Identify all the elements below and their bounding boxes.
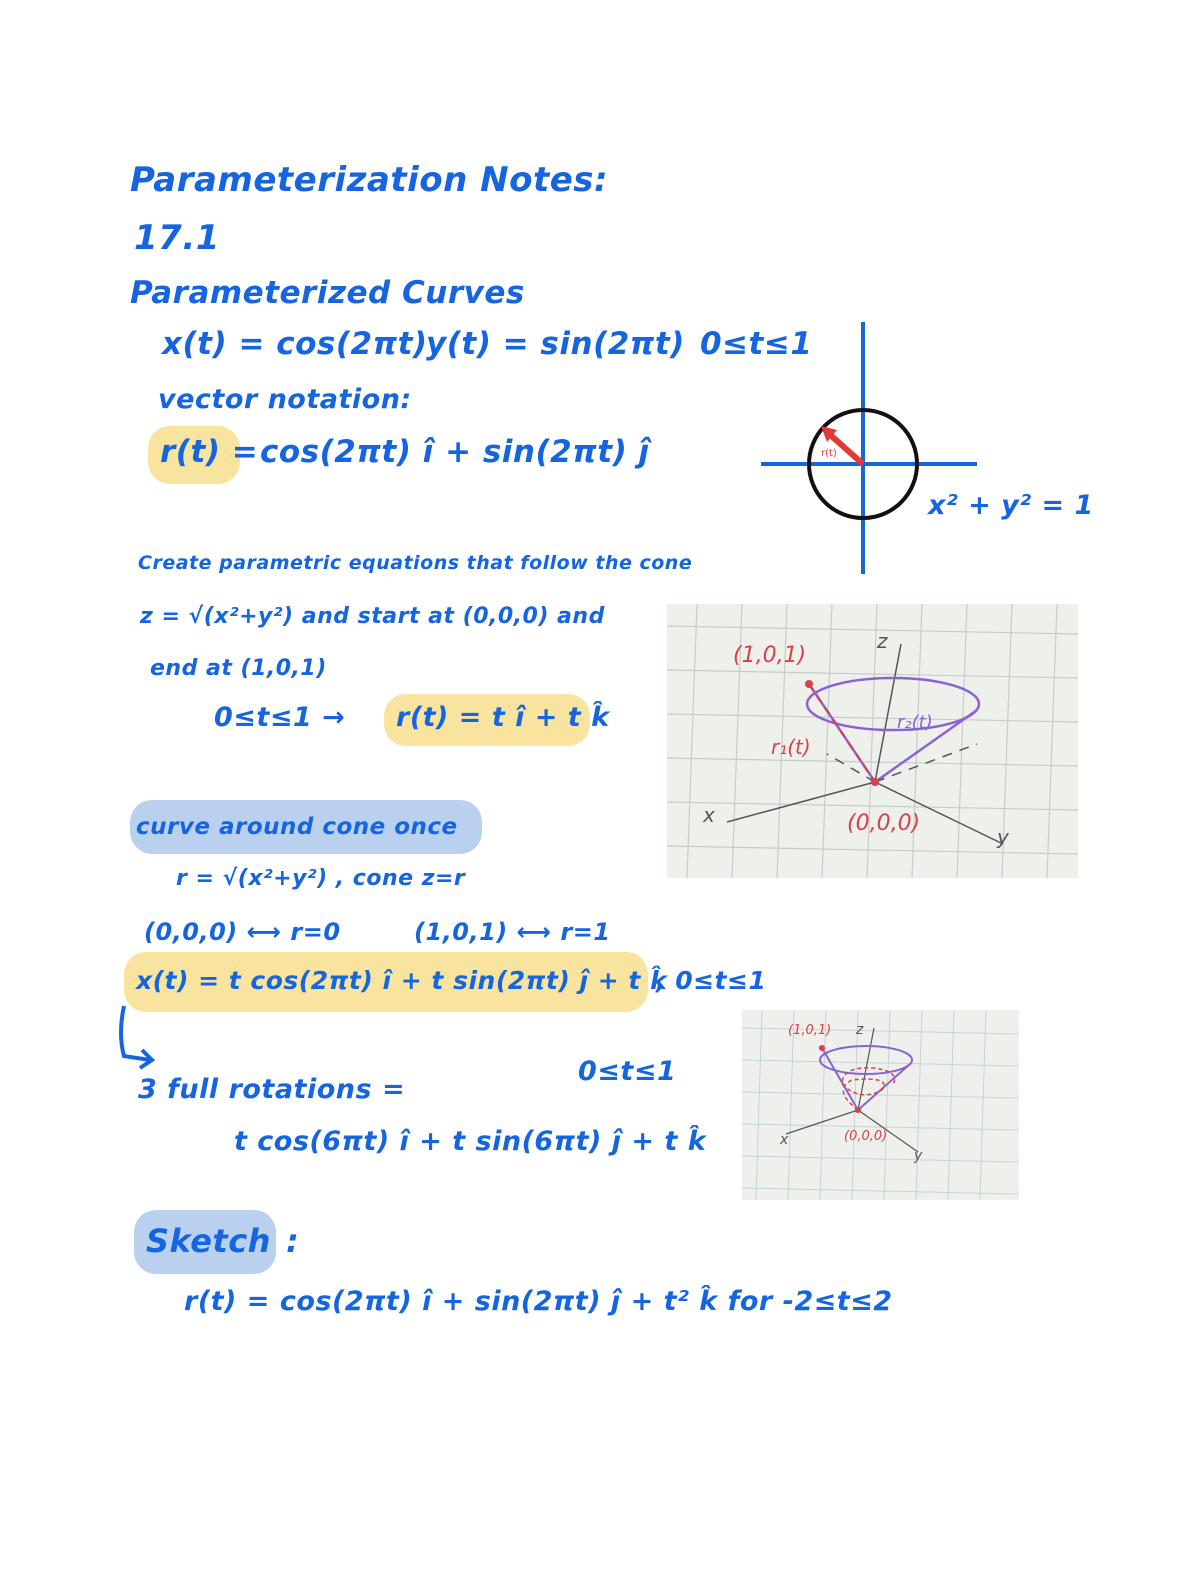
- svg-text:(0,0,0): (0,0,0): [844, 1129, 888, 1144]
- circle-equation: x² + y² = 1: [928, 490, 1094, 521]
- svg-text:(1,0,1): (1,0,1): [733, 643, 807, 668]
- top-mapping: (1,0,1) ⟷ r=1: [414, 918, 611, 946]
- svg-text:z: z: [856, 1022, 864, 1038]
- sketch-colon: :: [286, 1222, 300, 1260]
- page-title: Parameterization Notes:: [130, 160, 609, 200]
- svg-text:r₂(t): r₂(t): [897, 712, 933, 733]
- rotations-equation: t cos(6πt) î + t sin(6πt) ĵ + t k̂: [234, 1126, 707, 1157]
- svg-text:z: z: [877, 629, 888, 653]
- cone-curve-range: , 0≤t≤1: [656, 966, 767, 995]
- cone-curve-equation: x(t) = t cos(2πt) î + t sin(2πt) ĵ + t k̂: [136, 966, 668, 995]
- section-number: 17.1: [134, 218, 220, 258]
- vector-notation-label: vector notation:: [158, 384, 412, 415]
- cone-problem-line1: Create parametric equations that follow the cone: [138, 552, 693, 574]
- rotations-label: 3 full rotations =: [138, 1074, 406, 1105]
- sketch-equation: r(t) = cos(2πt) î + sin(2πt) ĵ + t² k̂ for -2≤t≤2: [184, 1286, 893, 1317]
- svg-text:y: y: [914, 1148, 923, 1164]
- svg-text:r₁(t): r₁(t): [771, 735, 811, 759]
- rotations-range: 0≤t≤1: [578, 1056, 677, 1087]
- grid-lines-2: [742, 1010, 1019, 1200]
- x-equation: x(t) = cos(2πt): [162, 326, 428, 362]
- svg-text:(1,0,1): (1,0,1): [788, 1023, 832, 1038]
- vector-eq-rhs: cos(2πt) î + sin(2πt) ĵ: [260, 434, 650, 470]
- cone-answer: r(t) = t î + t k̂: [396, 702, 610, 733]
- t-range: 0≤t≤1: [700, 326, 813, 362]
- cone-problem-line3: end at (1,0,1): [150, 656, 327, 681]
- grid-lines: [667, 604, 1078, 878]
- y-equation: y(t) = sin(2πt): [426, 326, 685, 362]
- sketch-label: Sketch: [146, 1222, 271, 1260]
- unit-circle-diagram: [755, 318, 1055, 580]
- cone-range: 0≤t≤1 →: [214, 702, 346, 733]
- origin-mapping: (0,0,0) ⟷ r=0: [144, 918, 341, 946]
- arrow-label: r(t): [821, 448, 837, 459]
- section-heading: Parameterized Curves: [130, 275, 525, 311]
- cone-problem-line2: z = √(x²+y²) and start at (0,0,0) and: [140, 604, 605, 629]
- svg-text:(0,0,0): (0,0,0): [847, 811, 921, 836]
- svg-text:y: y: [997, 825, 1009, 849]
- curve-heading: curve around cone once: [136, 814, 458, 840]
- hook-arrow: [112, 1004, 172, 1084]
- vector-eq-lhs: r(t) =: [160, 434, 259, 470]
- cone-photo-2: [742, 1010, 1019, 1200]
- svg-text:x: x: [703, 803, 715, 827]
- svg-text:x: x: [780, 1132, 789, 1148]
- cone-photo-1: [667, 604, 1078, 878]
- r-equation: r = √(x²+y²) , cone z=r: [176, 866, 466, 891]
